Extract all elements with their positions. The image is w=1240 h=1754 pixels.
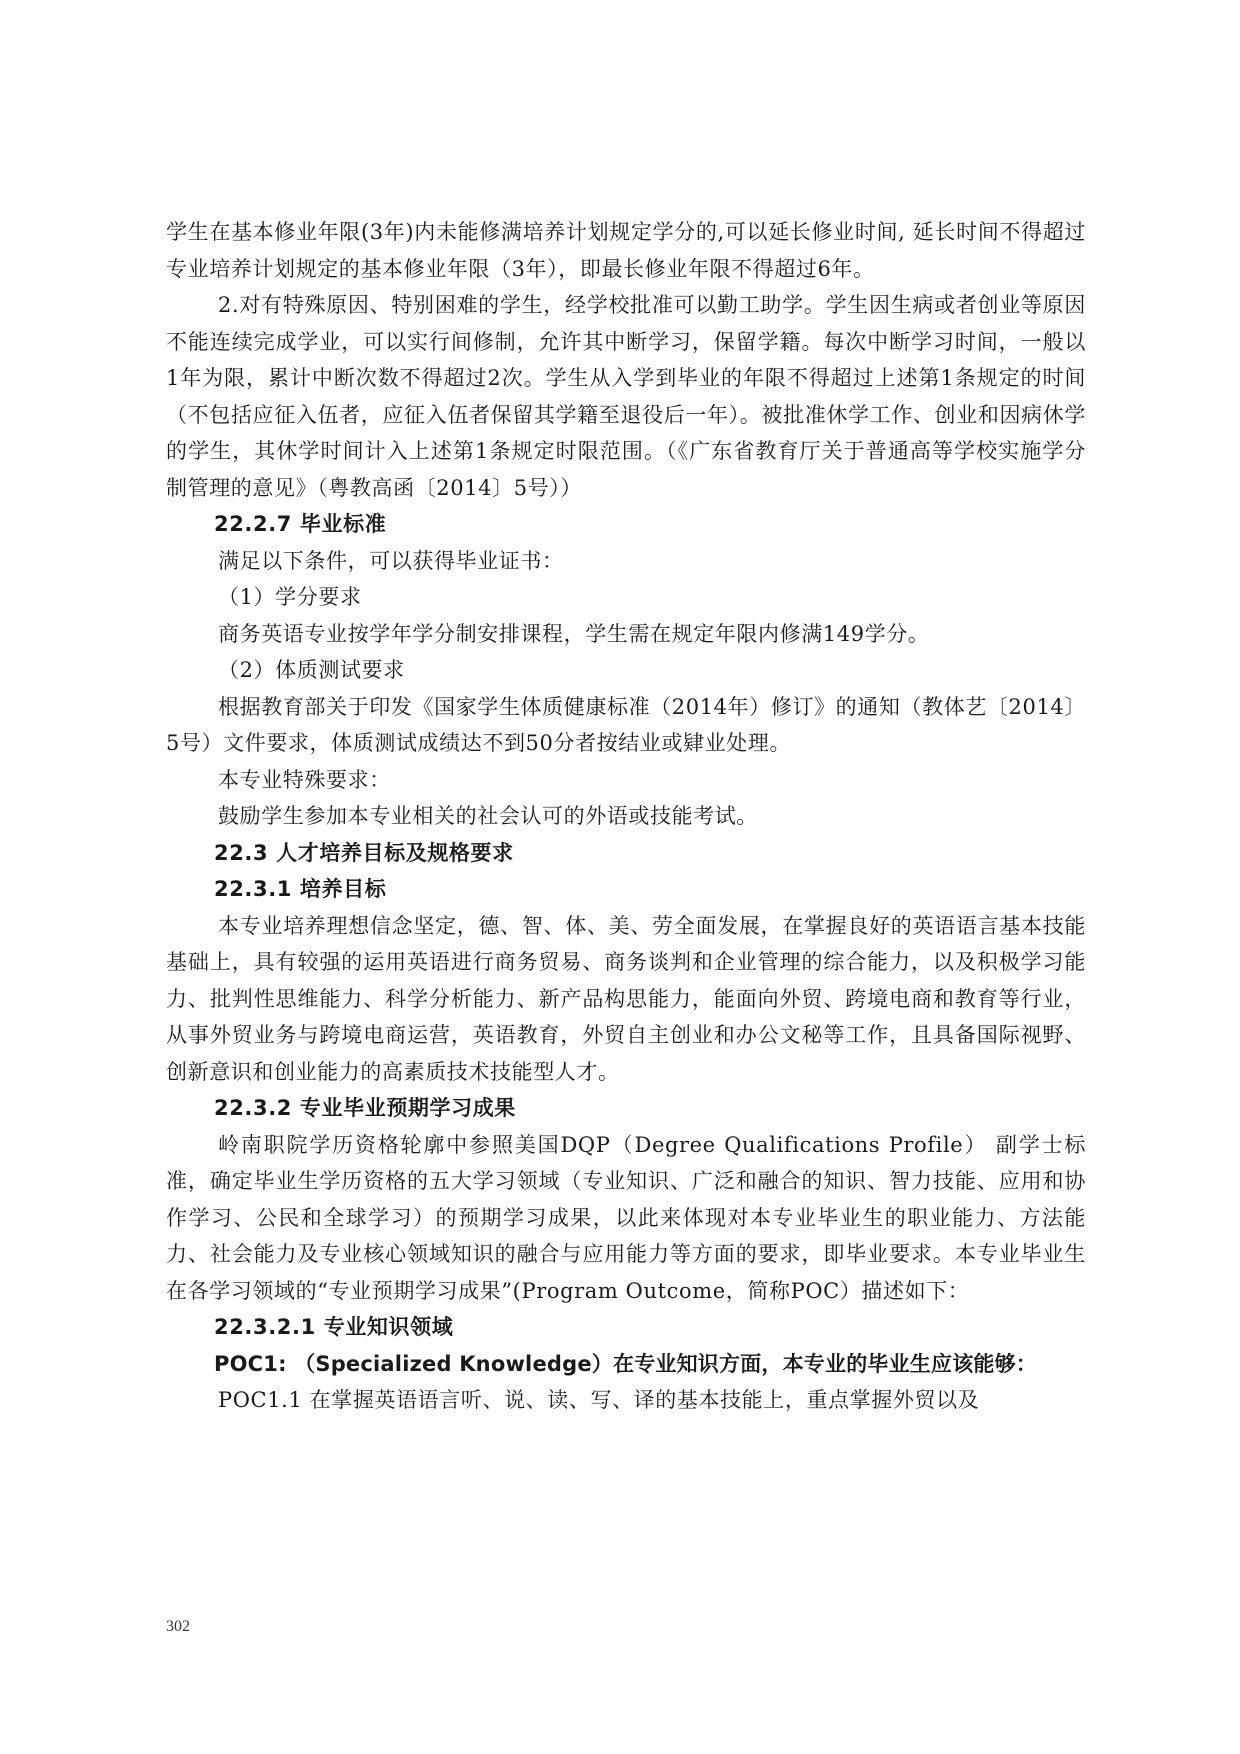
line-fitness-requirement: （2）体质测试要求: [218, 658, 405, 682]
paragraph-fitness-detail: 根据教育部关于印发《国家学生体质健康标准（2014年）修订》的通知（教体艺〔2014〕5号）文件要求，体质测试成绩达不到50分者按结业或肄业处理。: [166, 694, 1086, 755]
heading-poc1: POC1: （Specialized Knowledge）在专业知识方面，本专业的毕业生应该能够：: [214, 1351, 1037, 1376]
heading-training-goals: 22.3.1 培养目标: [214, 877, 387, 901]
heading-specialized-knowledge: 22.3.2.1 专业知识领域: [214, 1315, 454, 1339]
line-poc1-1: POC1.1 在掌握英语语言听、说、读、写、译的基本技能上，重点掌握外贸以及: [218, 1388, 980, 1412]
paragraph-work-study: 2.对有特殊原因、特别困难的学生，经学校批准可以勤工助学。学生因生病或者创业等原因不能连续完成学业，可以实行间修制，允许其中断学习，保留学籍。每次中断学习时间，一般以1年为限，累计中断次数不得超过2次。学生从入学到毕业的年限不得超过上述第1条规定的时间（不包括应征入伍者，应征入伍者保留其学籍至退役后一年）。被批准休学工作、创业和因病休学的学生，其休学时间计入上述第1条规定时限范围。（《广东省教育厅关于普通高等学校实施学分制管理的意见》（粤教高函〔2014〕5号））: [166, 293, 1086, 500]
heading-learning-outcomes: 22.3.2 专业毕业预期学习成果: [214, 1096, 516, 1120]
line-conditions: 满足以下条件，可以获得毕业证书：: [218, 548, 564, 573]
heading-graduation-standard: 22.2.7 毕业标准: [214, 512, 387, 536]
paragraph-learning-outcomes: 岭南职院学历资格轮廓中参照美国DQP（Degree Qualifications Profile） 副学士标准，确定毕业生学历资格的五大学习领域（专业知识、广泛和融合的知识、智力技能、应用和协作学习、公民和全球学习）的预期学习成果，以此来体现对本专业毕业生的职业能力、方法能力、社会能力及专业核心领域知识的融合与应用能力等方面的要求，即毕业要求。本专业毕业生在各学习领域的“专业预期学习成果”(Program Outcome，简称POC）描述如下：: [166, 1132, 1086, 1303]
heading-training-goals-spec: 22.3 人才培养目标及规格要求: [214, 840, 514, 865]
document-page: [166, 214, 1086, 1419]
paragraph-extension-rules: 学生在基本修业年限(3年)内未能修满培养计划规定学分的,可以延长修业时间, 延长时间不得超过专业培养计划规定的基本修业年限（3年），即最长修业年限不得超过6年。: [166, 220, 1086, 281]
paragraph-training-goals: 本专业培养理想信念坚定，德、智、体、美、劳全面发展，在掌握良好的英语语言基本技能基础上，具有较强的运用英语进行商务贸易、商务谈判和企业管理的综合能力，以及积极学习能力、批判性思维能力、科学分析能力、新产品构思能力，能面向外贸、跨境电商和教育等行业，从事外贸业务与跨境电商运营，英语教育，外贸自主创业和办公文秘等工作，且具备国际视野、创新意识和创业能力的高素质技术技能型人才。: [166, 913, 1086, 1084]
line-credit-requirement: （1）学分要求: [218, 585, 362, 609]
page-number: 302: [166, 1618, 190, 1635]
line-credit-detail: 商务英语专业按学年学分制安排课程，学生需在规定年限内修满149学分。: [218, 621, 930, 646]
line-encourage-exams: 鼓励学生参加本专业相关的社会认可的外语或技能考试。: [218, 804, 758, 828]
line-special-requirement: 本专业特殊要求：: [218, 767, 391, 792]
